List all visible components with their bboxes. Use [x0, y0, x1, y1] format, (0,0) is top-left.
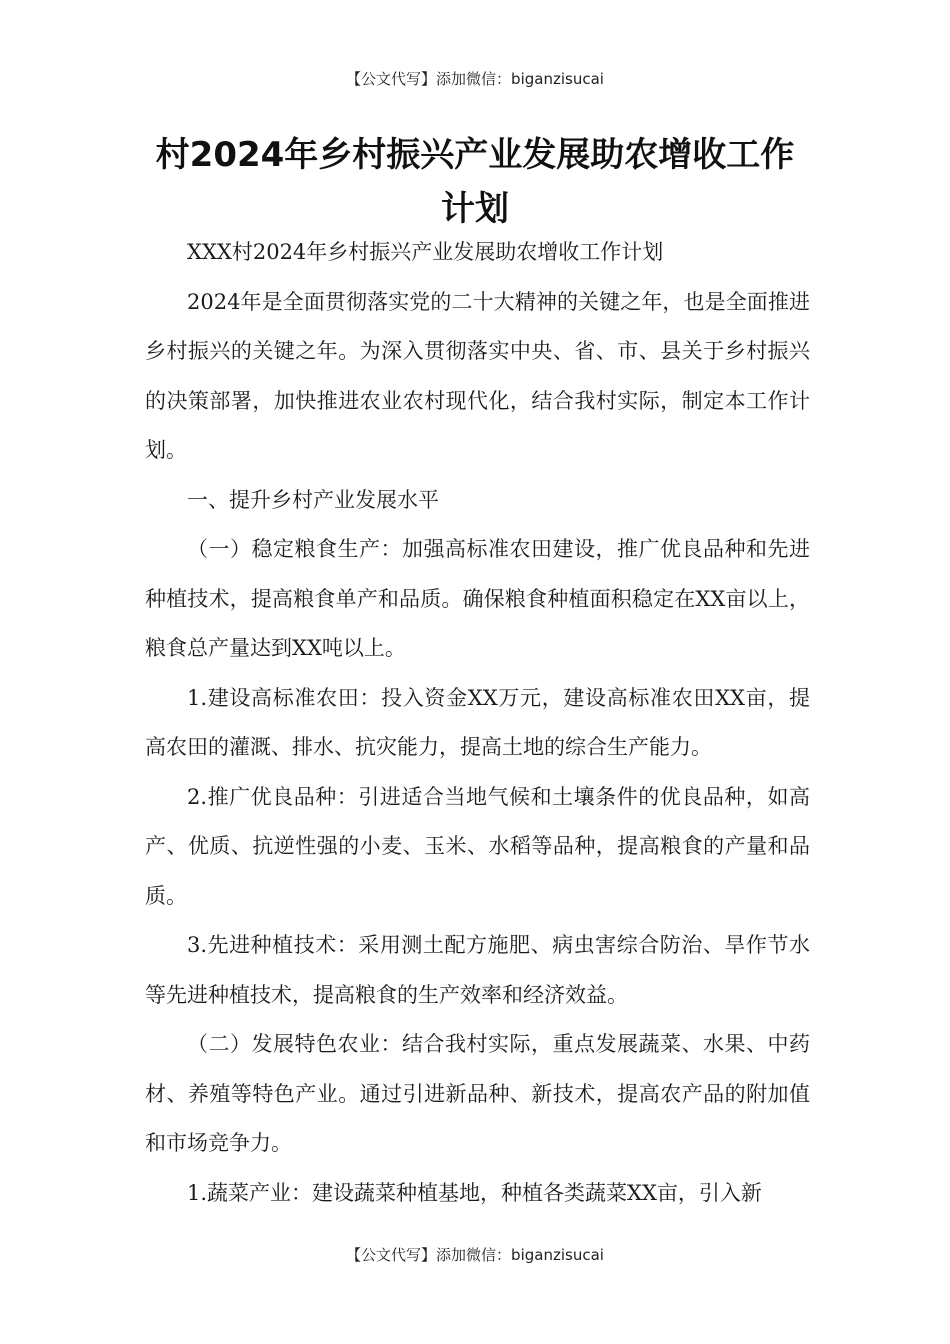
paragraph-intro: 2024年是全面贯彻落实党的二十大精神的关键之年，也是全面推进乡村振兴的关键之年。为深入贯彻落实中央、省、市、县关于乡村振兴的决策部署，加快推进农业农村现代化，结合我村实际，制定本工作计划。: [145, 289, 810, 462]
paragraph-techniques: 3.先进种植技术：采用测土配方施肥、病虫害综合防治、旱作节水等先进种植技术，提高粮食的生产效率和经济效益。: [145, 933, 810, 1007]
paragraph-grain-production: （一）稳定粮食生产：加强高标准农田建设，推广优良品种和先进种植技术，提高粮食单产和品质。确保粮食种植面积稳定在XX亩以上，粮食总产量达到XX吨以上。: [145, 537, 810, 660]
document-body: [145, 228, 810, 1218]
section-heading-1: 一、提升乡村产业发展水平: [187, 487, 439, 512]
document-title: 村2024年乡村振兴产业发展助农增收工作计划: [155, 135, 795, 229]
page-header: 【公文代写】添加微信：biganzisucai: [346, 70, 604, 88]
paragraph-farmland: 1.建设高标准农田：投入资金XX万元，建设高标准农田XX亩，提高农田的灌溉、排水、抗灾能力，提高土地的综合生产能力。: [145, 685, 810, 759]
paragraph-subtitle: XXX村2024年乡村振兴产业发展助农增收工作计划: [187, 240, 664, 264]
paragraph-special-agriculture: （二）发展特色农业：结合我村实际，重点发展蔬菜、水果、中药材、养殖等特色产业。通过引进新品种、新技术，提高农产品的附加值和市场竞争力。: [145, 1032, 810, 1155]
paragraph-varieties: 2.推广优良品种：引进适合当地气候和土壤条件的优良品种，如高产、优质、抗逆性强的小麦、玉米、水稻等品种，提高粮食的产量和品质。: [145, 784, 810, 908]
paragraph-vegetables: 1.蔬菜产业：建设蔬菜种植基地，种植各类蔬菜XX亩，引入新: [187, 1180, 762, 1205]
page-footer: 【公文代写】添加微信：biganzisucai: [346, 1246, 604, 1264]
